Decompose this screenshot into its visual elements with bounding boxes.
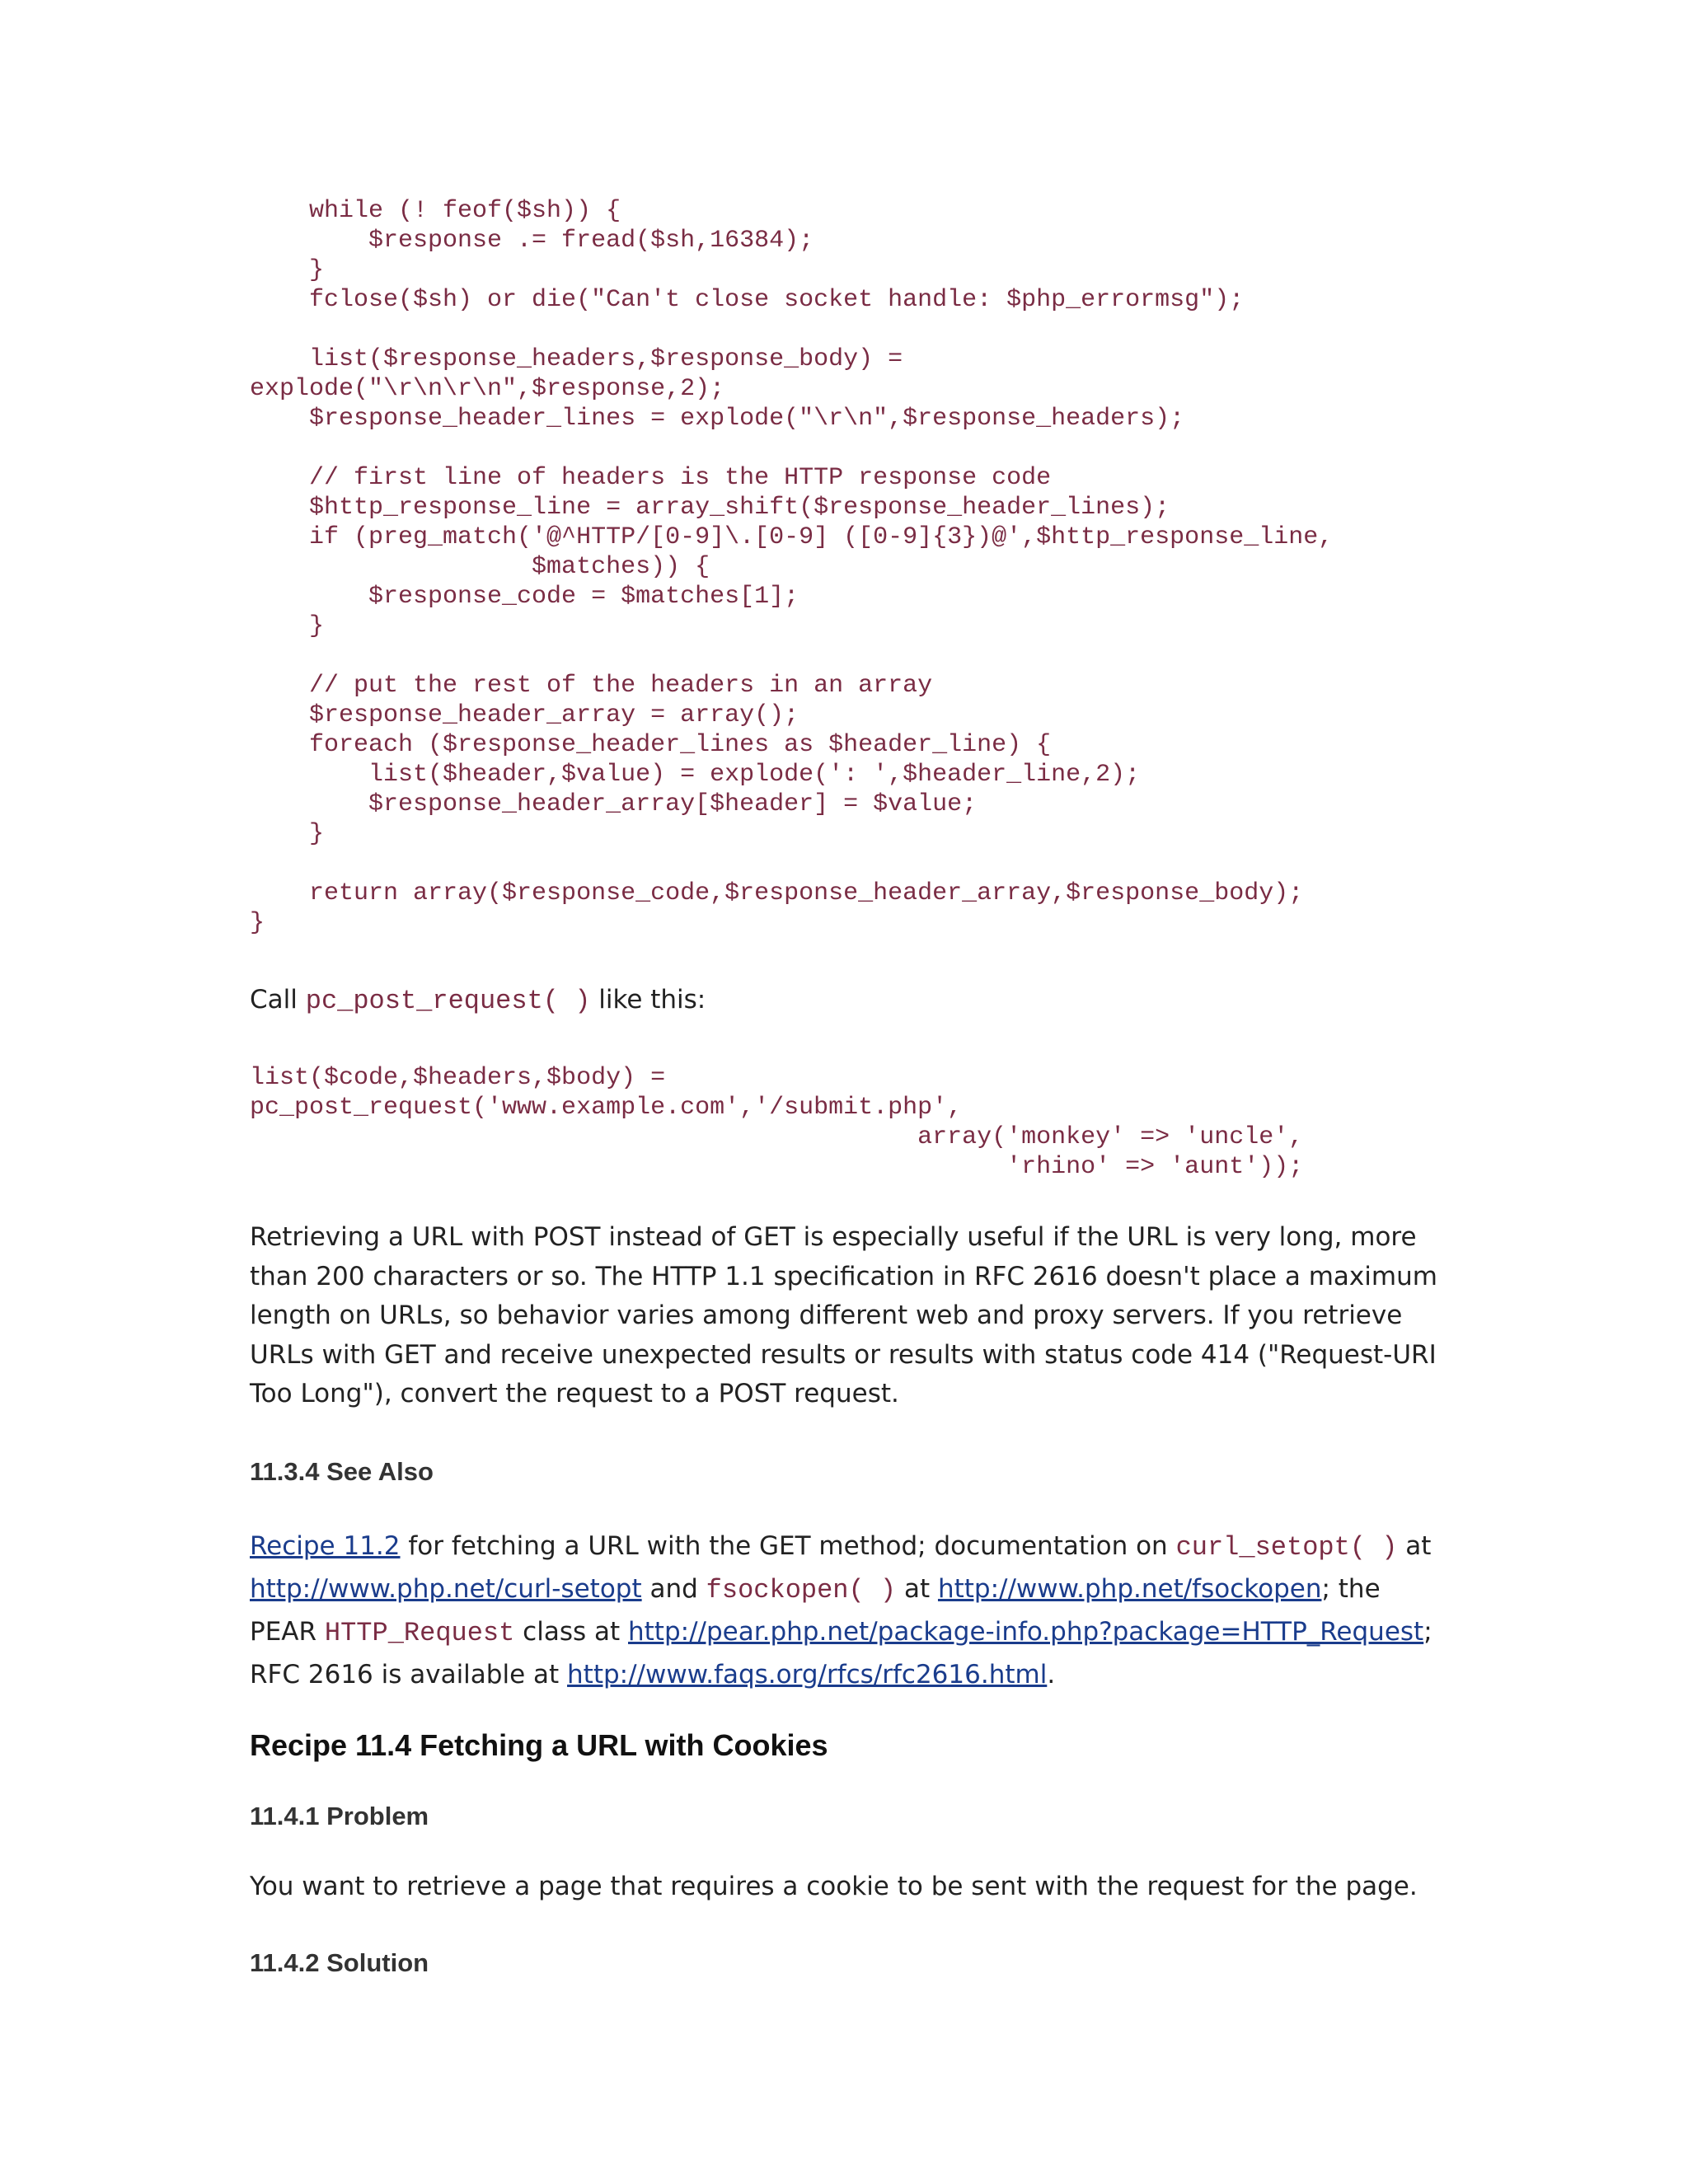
inline-code-fsockopen: fsockopen( ) [706,1575,897,1605]
inline-code-pc-post-request: pc_post_request( ) [305,986,591,1016]
code-line: $http_response_line = array_shift($response_header_lines); [250,494,1170,522]
call-paragraph [250,983,1453,1018]
code-line: // first line of headers is the HTTP response code [250,464,1052,492]
recipe-11-4-heading: Recipe 11.4 Fetching a URL with Cookies [250,1728,828,1762]
code-line: foreach ($response_header_lines as $header_line) { [250,731,1052,759]
code-line: list($header,$value) = explode(': ',$header_line,2); [250,761,1141,789]
code-line: } [250,909,265,937]
rfc2616-link[interactable]: http://www.faqs.org/rfcs/rfc2616.html [567,1660,1048,1690]
code-line: pc_post_request('www.example.com','/submit.php', [250,1094,963,1122]
call-suffix: like this: [590,985,706,1015]
curl-setopt-link[interactable]: http://www.php.net/curl-setopt [250,1574,642,1604]
code-line: $response_header_array = array(); [250,701,799,729]
code-line: while (! feof($sh)) { [250,197,621,225]
see-also-text: at [896,1574,938,1604]
code-line: if (preg_match('@^HTTP/[0-9]\.[0-9] ([0-9]{3})@',$http_response_line, [250,523,1334,551]
code-line: array('monkey' => 'uncle', [250,1123,1304,1151]
recipe-11-2-link[interactable]: Recipe 11.2 [250,1531,401,1561]
fsockopen-link[interactable]: http://www.php.net/fsockopen [937,1574,1322,1604]
code-line: list($response_headers,$response_body) = [250,345,903,373]
code-line: // put the rest of the headers in an array [250,672,933,700]
code-line: return array($response_code,$response_header_array,$response_body); [250,879,1304,907]
code-line: $matches)) { [250,553,710,581]
code-line: $response_code = $matches[1]; [250,583,799,611]
see-also-text: class at [514,1617,628,1647]
code-line: $response_header_lines = explode("\r\n",$response_headers); [250,405,1185,433]
inline-code-http-request: HTTP_Request [324,1618,515,1648]
call-prefix: Call [250,985,306,1015]
see-also-text: for fetching a URL with the GET method; documentation on [400,1531,1176,1561]
see-also-heading: 11.3.4 See Also [250,1457,434,1486]
see-also-text: and [641,1574,706,1604]
code-block-post-request-tail [250,196,1333,938]
see-also-text: at [1397,1531,1432,1561]
see-also-text: ; RFC 2616 is available at [250,1617,1432,1690]
problem-heading: 11.4.1 Problem [250,1802,429,1830]
inline-code-curl-setopt: curl_setopt( ) [1175,1532,1398,1563]
code-line: fclose($sh) or die("Can't close socket handle: $php_errormsg"); [250,286,1245,314]
see-also-text: ; the PEAR [250,1574,1381,1647]
see-also-text: . [1047,1660,1056,1690]
code-line: } [250,256,325,284]
pear-http-request-link[interactable]: http://pear.php.net/package-info.php?package=HTTP_Request [628,1617,1424,1647]
code-line: } [250,820,325,848]
see-also-paragraph [250,1526,1453,1696]
solution-heading: 11.4.2 Solution [250,1948,429,1977]
retrieve-paragraph: Retrieving a URL with POST instead of GET is especially useful if the URL is very long, more than 200 characters or so. The HTTP 1.1 specification in RFC 2616 doesn't place a maximum length on URLs, so behavior varies among different web and proxy servers. If you retrieve URLs with GET and receive unexpected results or results with status code 414 ("Request-URI Too Long"), convert the request to a POST request. [250,1222,1437,1408]
problem-paragraph: You want to retrieve a page that requires a cookie to be sent with the request for the page. [250,1872,1418,1901]
code-line: 'rhino' => 'aunt')); [250,1153,1304,1181]
code-line: list($code,$headers,$body) = [250,1064,666,1092]
code-line: } [250,612,325,640]
code-line: explode("\r\n\r\n",$response,2); [250,375,725,403]
code-line: $response .= fread($sh,16384); [250,227,814,255]
code-line: $response_header_array[$header] = $value; [250,790,978,818]
code-block-call-example [250,1063,1303,1182]
